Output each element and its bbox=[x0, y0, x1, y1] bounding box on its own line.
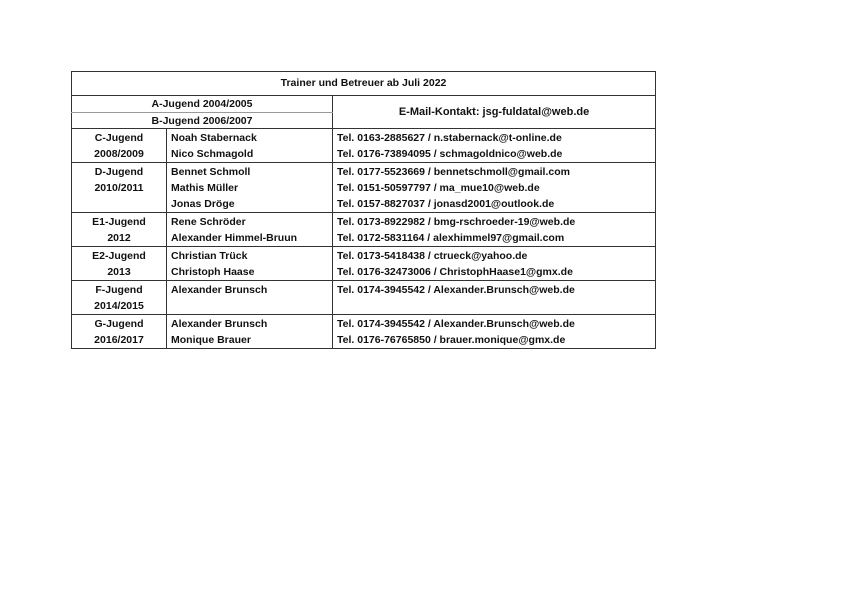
table-row bbox=[72, 213, 656, 247]
table-row bbox=[72, 281, 656, 315]
team-cell bbox=[72, 163, 167, 213]
team-cell bbox=[72, 129, 167, 163]
empty-line bbox=[76, 196, 162, 212]
b-jugend-label: B-Jugend 2006/2007 bbox=[72, 112, 333, 129]
table-title: Trainer und Betreuer ab Juli 2022 bbox=[72, 72, 656, 96]
names-cell bbox=[167, 213, 333, 247]
contact-info: Tel. 0174-3945542 / Alexander.Brunsch@web.de bbox=[337, 284, 575, 296]
contact-info: Tel. 0173-8922982 / bmg-rschroeder-19@web.de bbox=[337, 216, 576, 228]
team-label: 2016/2017 bbox=[94, 334, 144, 346]
a-jugend-label: A-Jugend 2004/2005 bbox=[72, 96, 333, 113]
team-label: D-Jugend bbox=[94, 166, 144, 178]
table-row bbox=[72, 129, 656, 163]
trainer-table bbox=[71, 71, 656, 349]
team-cell bbox=[72, 315, 167, 349]
contact-info: Tel. 0174-3945542 / Alexander.Brunsch@web.de bbox=[337, 318, 575, 330]
team-label: 2014/2015 bbox=[94, 300, 144, 312]
team-label: E1-Jugend bbox=[92, 216, 146, 228]
contact-info: Tel. 0151-50597797 / ma_mue10@web.de bbox=[337, 182, 540, 194]
contact-info: Tel. 0176-73894095 / schmagoldnico@web.de bbox=[337, 148, 563, 160]
team-rows bbox=[72, 129, 656, 349]
empty-line bbox=[171, 298, 328, 314]
trainer-name: Christoph Haase bbox=[171, 266, 255, 278]
names-cell bbox=[167, 315, 333, 349]
contacts-cell bbox=[333, 163, 656, 213]
contacts-cell bbox=[333, 315, 656, 349]
team-label: 2008/2009 bbox=[94, 148, 144, 160]
table-row bbox=[72, 247, 656, 281]
email-contact: E-Mail-Kontakt: jsg-fuldatal@web.de bbox=[333, 96, 656, 129]
table-row bbox=[72, 315, 656, 349]
trainer-name: Alexander Brunsch bbox=[171, 284, 268, 296]
contact-info: Tel. 0172-5831164 / alexhimmel97@gmail.com bbox=[337, 232, 565, 244]
team-label: G-Jugend bbox=[94, 318, 144, 330]
empty-line bbox=[337, 298, 651, 314]
contacts-cell bbox=[333, 281, 656, 315]
trainer-name: Bennet Schmoll bbox=[171, 166, 251, 178]
contacts-cell bbox=[333, 213, 656, 247]
team-cell bbox=[72, 213, 167, 247]
trainer-name: Christian Trück bbox=[171, 250, 248, 262]
team-label: 2012 bbox=[107, 232, 131, 244]
names-cell bbox=[167, 163, 333, 213]
team-label: C-Jugend bbox=[94, 132, 144, 144]
team-label: F-Jugend bbox=[95, 284, 143, 296]
trainer-name: Mathis Müller bbox=[171, 182, 239, 194]
contacts-cell bbox=[333, 247, 656, 281]
trainer-name: Noah Stabernack bbox=[171, 132, 257, 144]
header-row-a bbox=[72, 96, 656, 113]
trainer-name: Jonas Dröge bbox=[171, 198, 235, 210]
contact-info: Tel. 0176-76765850 / brauer.monique@gmx.de bbox=[337, 334, 566, 346]
title-row bbox=[72, 72, 656, 96]
names-cell bbox=[167, 129, 333, 163]
team-cell bbox=[72, 247, 167, 281]
trainer-name: Monique Brauer bbox=[171, 334, 251, 346]
team-cell bbox=[72, 281, 167, 315]
trainer-name: Alexander Brunsch bbox=[171, 318, 268, 330]
trainer-name: Nico Schmagold bbox=[171, 148, 254, 160]
trainer-name: Alexander Himmel-Bruun bbox=[171, 232, 298, 244]
trainer-name: Rene Schröder bbox=[171, 216, 246, 228]
names-cell bbox=[167, 247, 333, 281]
contact-info: Tel. 0163-2885627 / n.stabernack@t-online.de bbox=[337, 132, 562, 144]
table-row bbox=[72, 163, 656, 213]
names-cell bbox=[167, 281, 333, 315]
team-label: 2010/2011 bbox=[94, 182, 144, 194]
contact-info: Tel. 0176-32473006 / ChristophHaase1@gmx.de bbox=[337, 266, 573, 278]
contacts-cell bbox=[333, 129, 656, 163]
team-label: 2013 bbox=[107, 266, 131, 278]
contact-info: Tel. 0173-5418438 / ctrueck@yahoo.de bbox=[337, 250, 528, 262]
team-label: E2-Jugend bbox=[92, 250, 146, 262]
contact-info: Tel. 0157-8827037 / jonasd2001@outlook.de bbox=[337, 198, 555, 210]
contact-info: Tel. 0177-5523669 / bennetschmoll@gmail.com bbox=[337, 166, 570, 178]
